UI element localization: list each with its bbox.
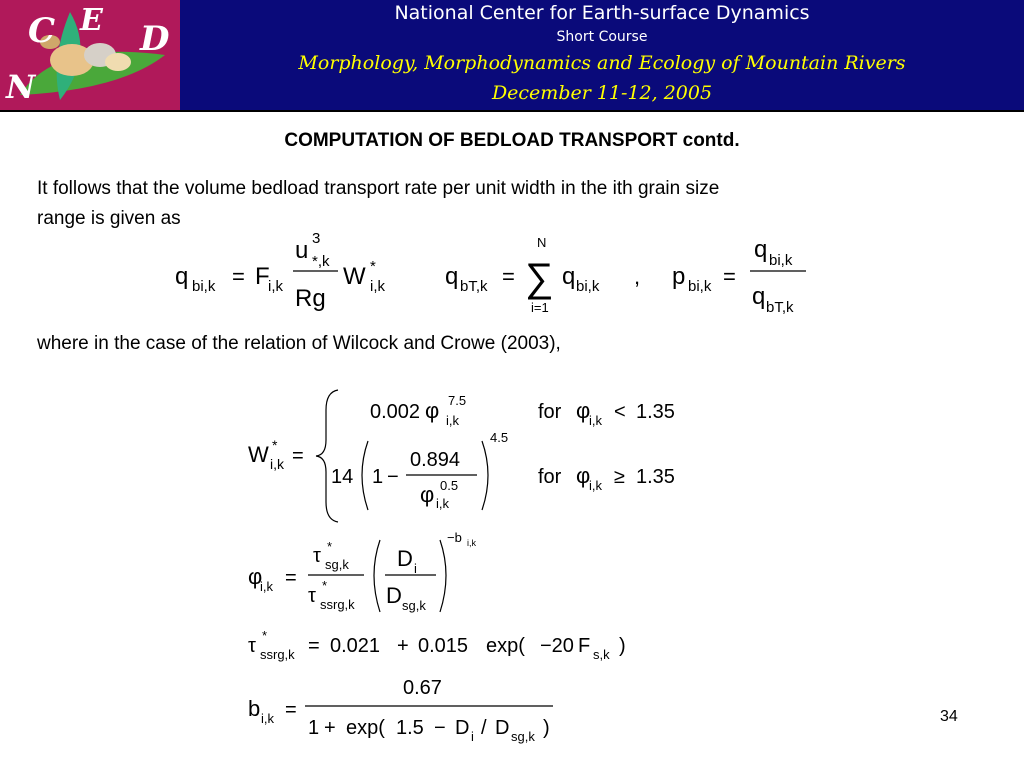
eq-equals: = [723,264,736,289]
paren-right [482,441,488,510]
tau-const-1: 0.021 [330,635,381,657]
eq-sub: i,k [446,413,459,428]
eq-plus: + [397,635,409,657]
eq-sup: 3 [312,230,321,247]
equation-b [248,677,553,744]
eq-tau: τ [313,545,321,567]
eq-lt: < [614,401,626,423]
eq-tau: τ [248,635,256,657]
eq-sub: i,k [268,278,283,295]
eq-u: u [295,237,309,264]
paren-right [440,540,446,612]
eq-q: q [445,263,459,290]
eq-d: D [386,583,402,608]
eq-sub: ssrg,k [260,647,295,662]
equation-total-bedload [445,235,640,315]
eq-sub: i,k [589,478,602,493]
logo-letter-n: N [6,68,36,106]
eq-f: F [578,635,591,657]
eq-sup: −b [447,530,462,545]
eq-sup: 7.5 [448,393,467,408]
eq-sup: 4.5 [490,430,509,445]
eq-sup: * [322,578,328,593]
eq-exp: exp( [346,717,385,739]
eq-sub: sg,k [511,729,535,744]
header-date: December 11-12, 2005 [491,82,713,104]
tau-exponent-coef: −20 [540,635,574,657]
eq-sub: bT,k [460,278,488,295]
eq-sub: ssrg,k [320,597,355,612]
for-label: for [538,466,562,488]
eq-equals: = [232,264,245,289]
eq-one: 1 [372,466,384,488]
eq-tau: τ [308,585,316,607]
threshold-value: 1.35 [636,466,675,488]
eq-sup: * [262,628,268,643]
header-course-type: Short Course [556,29,648,45]
eq-w: W [343,263,366,290]
eq-sub: s,k [593,647,610,662]
eq-d: D [495,717,510,739]
eq-slash: / [481,717,487,739]
eq-sub: i,k [467,538,476,548]
paren-left [374,540,380,612]
eq-sup: * [370,258,376,275]
eq-plus: + [324,717,336,739]
eq-equals: = [308,635,320,657]
sum-symbol: ∑ [525,256,554,300]
eq-sub: i,k [261,711,274,726]
slide-title: COMPUTATION OF BEDLOAD TRANSPORT contd. [284,130,740,151]
sum-upper-limit: N [537,235,547,250]
eq-sub: i,k [436,496,449,511]
eq-b: b [248,696,261,721]
eq-phi: φ [576,463,591,488]
eq-w: W [248,442,269,467]
logo-letter-c: C [28,11,56,51]
eq-sub: sg,k [402,598,426,613]
eq-phi: φ [420,482,435,507]
eq-phi: φ [576,398,591,423]
eq-comma: , [634,264,641,289]
case2-coef: 14 [331,466,354,488]
eq-exp: exp( [486,635,525,657]
eq-equals: = [285,699,297,721]
case2-const: 0.894 [410,449,461,471]
eq-ge: ≥ [614,466,625,488]
eq-sub: bi,k [192,278,216,295]
header-org-name: National Center for Earth-surface Dynamics [394,2,810,24]
logo-letter-d: D [140,19,170,59]
b-numerator: 0.67 [403,677,442,699]
eq-sub: bT,k [766,299,794,316]
logo-letter-e: E [80,3,103,38]
eq-sub: i,k [370,278,385,295]
intro-text-line-1: It follows that the volume bedload transport rate per unit width in the ith grain size [37,178,720,199]
equation-bedload-rate [175,230,386,312]
eq-sup: * [272,437,278,453]
eq-sub: i [414,561,417,576]
eq-equals: = [285,567,297,589]
equation-fraction [672,236,806,316]
b-const: 1.5 [396,717,424,739]
eq-minus: − [434,717,446,739]
eq-f: F [255,263,270,290]
eq-q: q [175,263,189,290]
tau-const-2: 0.015 [418,635,469,657]
eq-q: q [754,236,768,263]
for-label: for [538,401,562,423]
eq-d: D [397,546,413,571]
eq-sup: 0.5 [440,478,459,493]
sum-lower-limit: i=1 [531,300,549,315]
page-number: 34 [940,708,958,725]
eq-sub: bi,k [576,278,600,295]
eq-rg: Rg [295,285,326,312]
eq-sub: i,k [589,413,602,428]
eq-sub: *,k [312,253,330,270]
eq-q: q [562,263,576,290]
equation-wilcock-crowe [248,390,675,522]
eq-close-paren: ) [543,717,550,739]
piecewise-brace [316,390,338,522]
eq-one: 1 [308,717,320,739]
eq-q: q [752,283,766,310]
eq-sub: bi,k [769,252,793,269]
eq-sub: i,k [270,456,284,472]
eq-sup: * [327,539,333,554]
eq-equals: = [292,445,304,467]
case1-coef: 0.002 [370,401,421,423]
eq-phi: φ [248,564,263,589]
header-course-title: Morphology, Morphodynamics and Ecology of Mountain Rivers [298,52,906,74]
eq-close-paren: ) [619,635,626,657]
eq-sub: i,k [260,579,273,594]
equation-phi [248,530,477,613]
threshold-value: 1.35 [636,401,675,423]
wilcock-crowe-text: where in the case of the relation of Wilcock and Crowe (2003), [37,333,561,354]
eq-p: p [672,263,686,290]
eq-sub: sg,k [325,557,349,572]
eq-sub: i [471,729,474,744]
equation-tau-ssrg [248,628,626,662]
eq-equals: = [502,264,515,289]
intro-text-line-2: range is given as [37,208,181,229]
eq-d: D [455,717,470,739]
eq-sub: bi,k [688,278,712,295]
paren-left [362,441,368,510]
eq-minus: − [387,466,399,488]
eq-phi: φ [425,398,440,423]
